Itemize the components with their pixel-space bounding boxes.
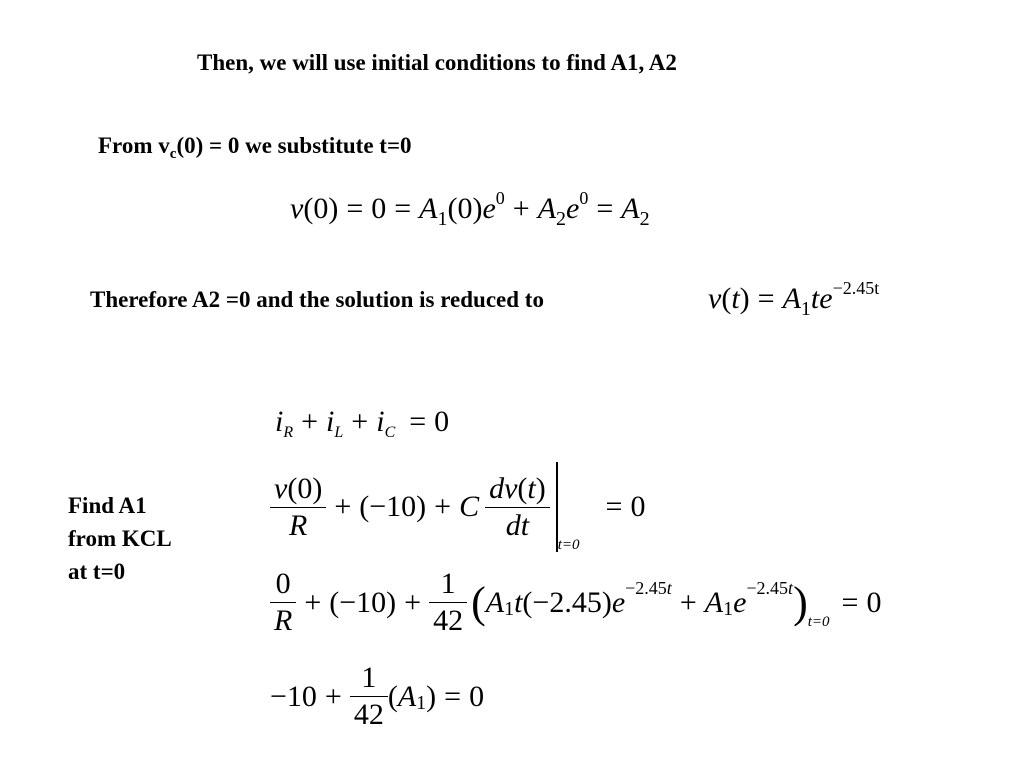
initial-condition-subscript: c (169, 146, 177, 162)
page-title: Then, we will use initial conditions to find A1, A2 (197, 50, 677, 75)
kcl-equation-line-2: $\frac{v(0)}{R}$ + (−10) + C $\frac{dv(t)}{dt}$ t=0 = 0 (270, 462, 645, 552)
therefore-text: Therefore A2 =0 and the solution is reduced to (90, 287, 544, 312)
equation-reduced-solution: $v(t) = A_1te^{-2.45t}$ (708, 278, 880, 320)
exponent-label: −2.45t (832, 278, 880, 298)
initial-condition-suffix: (0) = 0 we substitute t=0 (176, 133, 412, 158)
initial-condition-text (98, 133, 412, 162)
kcl-equation-line-4: −10 + $\frac{1}{42}$ ( A 1 ) = 0 (270, 661, 485, 731)
kcl-equation-line-3: $\frac{0}{R}$ + (−10) + $\frac{1}{42}$ ( A 1 t (−2.45) e −2.45t + A 1 e −2.45t ) t=0 = 0 (270, 566, 881, 639)
kcl-equation-line-1: $i_R + i_L + i_C = 0$ (275, 405, 450, 441)
side-label-line-1: Find A1 (68, 493, 147, 518)
initial-condition-prefix: From v (98, 133, 170, 158)
side-label (68, 489, 172, 588)
side-label-line-2: from KCL (68, 526, 172, 551)
side-label-line-3: at t=0 (68, 559, 126, 584)
equation-initial-substitution: $v(0) = 0 = A_1(0)e^0 + A_2e^0 = A_2$ (290, 188, 650, 230)
